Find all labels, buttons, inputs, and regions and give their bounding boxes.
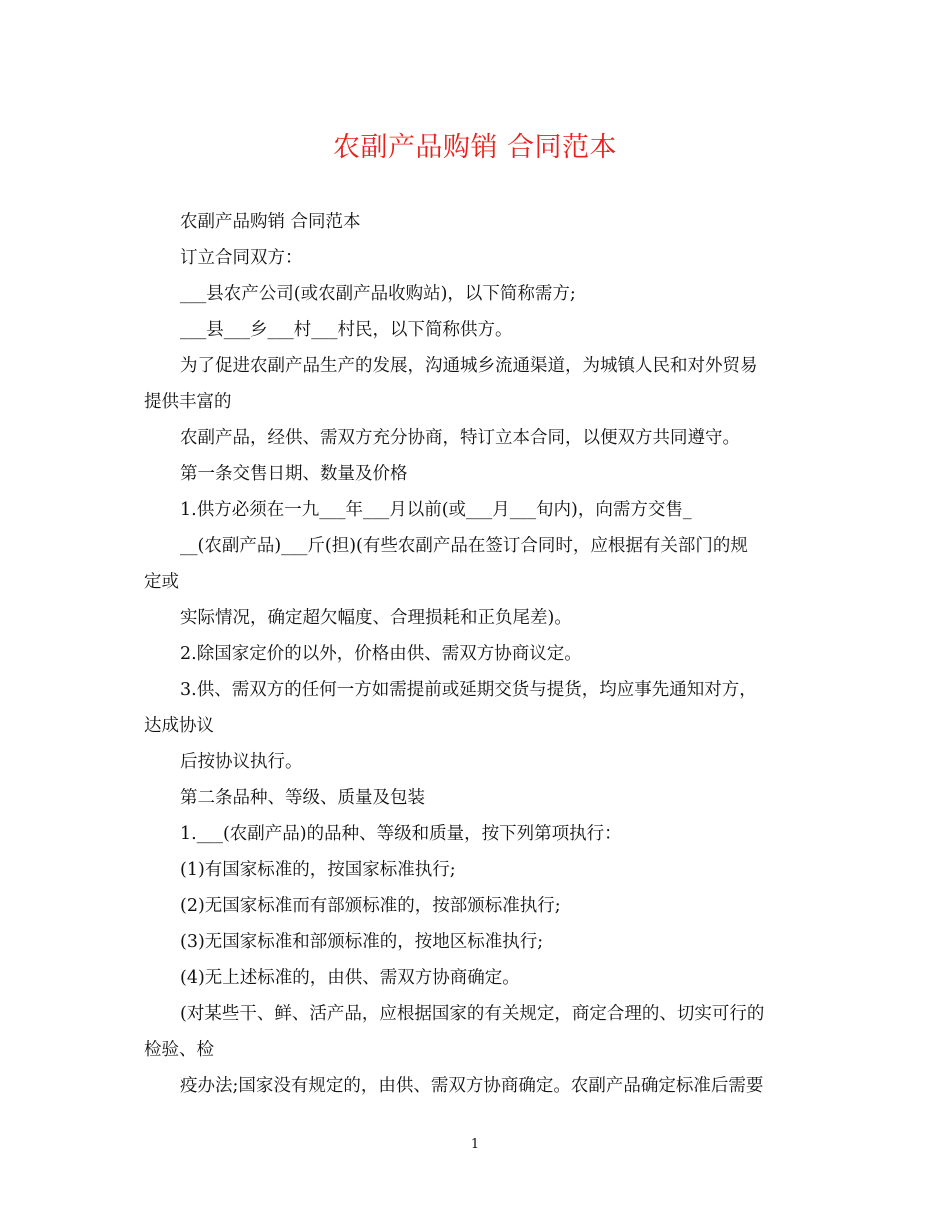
body-line: 达成协议 [144,716,214,736]
body-line: 疫办法;国家没有规定的，由供、需双方协商确定。农副产品确定标准后需要 [180,1076,764,1096]
document-title: 农副产品购销 合同范本 [332,132,618,163]
body-line: 后按协议执行。 [180,752,303,772]
document-body [144,204,812,1104]
body-line: (3)无国家标准和部颁标准的，按地区标准执行; [180,932,544,952]
body-line: ___县农产公司(或农副产品收购站)，以下简称需方; [180,284,576,304]
body-line: __(农副产品)___斤(担)(有些农副产品在签订合同时，应根据有关部门的规 [180,536,748,556]
body-line: ___县___乡___村___村民，以下简称供方。 [180,320,513,340]
body-line: 3.供、需双方的任何一方如需提前或延期交货与提货，均应事先通知对方， [180,680,757,700]
body-line: 订立合同双方： [180,248,303,268]
body-line: (2)无国家标准而有部颁标准的，按部颁标准执行; [180,896,561,916]
body-line: 第二条品种、等级、质量及包装 [180,788,425,808]
body-line: 实际情况，确定超欠幅度、合理损耗和正负尾差)。 [180,608,572,628]
body-line: 农副产品，经供、需双方充分协商，特订立本合同，以便双方共同遵守。 [180,428,740,448]
body-line: 2.除国家定价的以外，价格由供、需双方协商议定。 [180,644,582,664]
body-line: (4)无上述标准的，由供、需双方协商确定。 [180,968,520,988]
body-line: 提供丰富的 [144,392,232,412]
body-line: (对某些干、鲜、活产品，应根据国家的有关规定，商定合理的、切实可行的 [180,1004,765,1024]
body-line: 定或 [144,572,179,592]
body-line: 1.___(农副产品)的品种、等级和质量，按下列第项执行： [180,824,622,844]
body-line: 第一条交售日期、数量及价格 [180,464,408,484]
body-line: 农副产品购销 合同范本 [180,212,361,232]
body-line: 为了促进农副产品生产的发展，沟通城乡流通渠道，为城镇人民和对外贸易 [180,356,758,376]
body-line: 1.供方必须在一九___年___月以前(或___月___旬内)，向需方交售_ [180,500,692,520]
body-line: (1)有国家标准的，按国家标准执行; [180,860,456,880]
body-line: 检验、检 [144,1040,214,1060]
page-number: 1 [470,1137,480,1152]
